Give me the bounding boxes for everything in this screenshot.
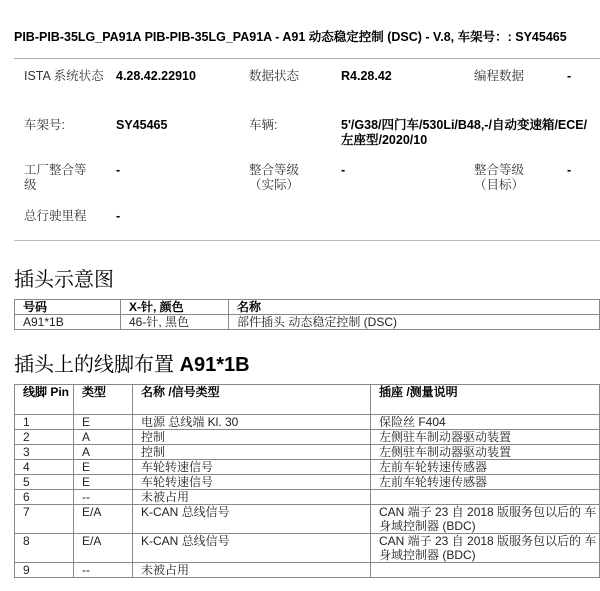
table-row [15,505,600,534]
header-cell: 类型 [74,385,133,415]
cell: 未被占用 [133,563,371,578]
mileage-value: - [116,209,121,223]
table-row [15,430,600,445]
cell: 4 [15,460,74,475]
cell: E/A [74,534,133,563]
factory-level-value: - [116,163,121,177]
pin-table [14,384,600,578]
mileage-label: 总行驶里程 [24,209,87,223]
table-header-row [15,385,600,415]
cell: E [74,475,133,490]
prog-data-value: - [567,69,572,83]
connector-heading: 插头示意图 [14,269,114,291]
divider [14,58,600,59]
cell: 9 [15,563,74,578]
data-status-value: R4.28.42 [341,69,392,83]
connector-table [14,299,600,330]
cell: A [74,430,133,445]
cell: 保险丝 F404 [371,415,600,430]
target-level-value: - [567,163,572,177]
cell: CAN 端子 23 自 2018 版服务包以后的 车身域控制器 (BDC) [371,534,600,563]
header-cell: 插座 /测量说明 [371,385,600,415]
cell: 1 [15,415,74,430]
header-cell: 线脚 Pin [15,385,74,415]
data-status-label: 数据状态 [249,69,300,83]
cell: K-CAN 总线信号 [133,505,371,534]
table-row [15,563,600,578]
cell: 3 [15,445,74,460]
header-cell: 名称 /信号类型 [133,385,371,415]
ista-label: ISTA 系统状态 [24,69,104,83]
cell: A91*1B [15,315,121,330]
cell: A [74,445,133,460]
actual-level-value: - [341,163,346,177]
pin-heading [14,348,600,377]
table-row [15,475,600,490]
cell: 控制 [133,430,371,445]
cell: 左侧驻车制动器驱动装置 [371,430,600,445]
cell: 6 [15,490,74,505]
pin-heading-id: A91*1B [179,354,250,376]
cell [371,490,600,505]
vin-value: SY45465 [116,118,168,132]
cell: -- [74,563,133,578]
cell: E/A [74,505,133,534]
actual-level-label: 整合等级（实际） [249,163,300,192]
vin-label: 车架号: [24,118,65,132]
cell: 未被占用 [133,490,371,505]
cell: 部件插头 动态稳定控制 (DSC) [229,315,600,330]
header-cell: 号码 [15,300,121,315]
ista-value: 4.28.42.22910 [116,69,196,83]
cell: 左前车轮转速传感器 [371,475,600,490]
target-level-label: 整合等级（目标） [474,163,525,192]
cell: 车轮转速信号 [133,460,371,475]
cell: CAN 端子 23 自 2018 版服务包以后的 车身域控制器 (BDC) [371,505,600,534]
cell: 车轮转速信号 [133,475,371,490]
cell: 左侧驻车制动器驱动装置 [371,445,600,460]
header-cell: 名称 [229,300,600,315]
table-row [15,460,600,475]
table-row [15,445,600,460]
cell: 5 [15,475,74,490]
cell: 左前车轮转速传感器 [371,460,600,475]
table-row [15,490,600,505]
cell [371,563,600,578]
table-row [15,534,600,563]
cell: 8 [15,534,74,563]
cell: K-CAN 总线信号 [133,534,371,563]
header-cell: X-针, 颜色 [121,300,229,315]
cell: E [74,460,133,475]
document-title: PIB-PIB-35LG_PA91A PIB-PIB-35LG_PA91A - A91 动态稳定控制 (DSC) - V.8, 车架号：: SY45465 [14,30,567,44]
vehicle-value: 5'/G38/四门车/530Li/B48,-/自动变速箱/ECE/左座型/2020/10 [341,118,588,147]
cell: 控制 [133,445,371,460]
cell: E [74,415,133,430]
vehicle-label: 车辆: [249,118,278,132]
cell: -- [74,490,133,505]
table-header-row [15,300,600,315]
cell: 电源 总线端 Kl. 30 [133,415,371,430]
table-row [15,315,600,330]
table-row [15,415,600,430]
factory-level-label: 工厂整合等级 [24,163,87,192]
prog-data-label: 编程数据 [474,69,525,83]
divider [14,240,600,241]
cell: 7 [15,505,74,534]
cell: 46-针, 黑色 [121,315,229,330]
pin-heading-text: 插头上的线脚布置 [14,354,174,376]
cell: 2 [15,430,74,445]
